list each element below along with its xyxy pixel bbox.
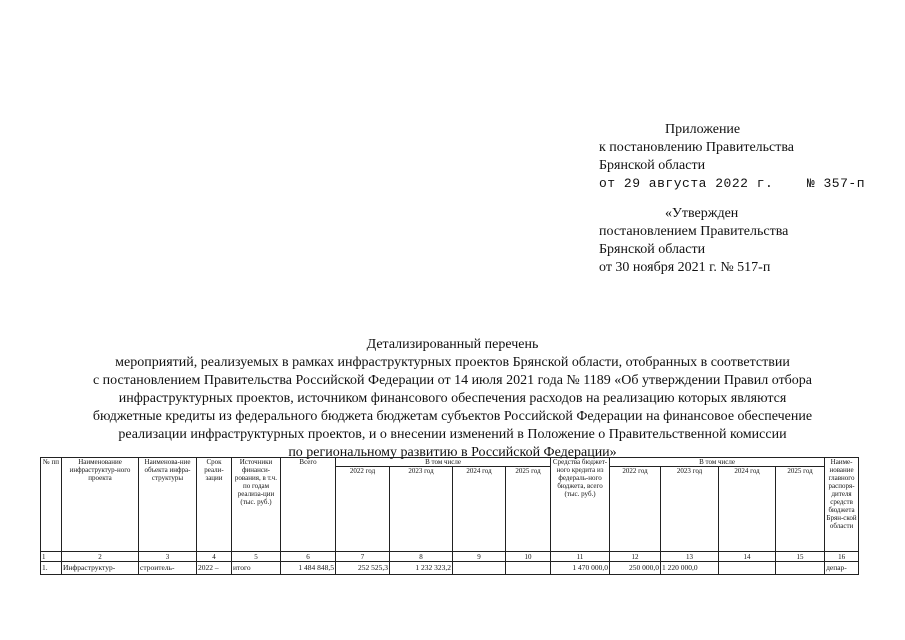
column-number-row — [41, 552, 859, 562]
heading-title: Детализированный перечень — [366, 337, 539, 352]
cell-y2023b: 1 220 000,0 — [661, 562, 719, 575]
header-term: Срок реали-зации — [197, 458, 232, 552]
cell-y2024b — [719, 562, 776, 575]
approved-title: «Утвержден — [665, 206, 739, 221]
approved-block — [599, 205, 788, 277]
projects-table — [40, 457, 859, 575]
cell-y2025a — [506, 562, 551, 575]
col-number: 14 — [719, 552, 776, 562]
appendix-dateline — [599, 175, 865, 193]
header-y2024b: 2024 год — [719, 467, 776, 552]
appendix-date: от 29 августа 2022 г. — [599, 176, 774, 191]
header-y2023b: 2023 год — [661, 467, 719, 552]
document-heading — [40, 336, 865, 462]
header-manager: Наиме-нование главного распоря-дителя средств бюджета Брян-ской области — [825, 458, 859, 552]
approved-line1: постановлением Правительства — [599, 224, 789, 239]
col-number: 10 — [506, 552, 551, 562]
header-incl2: В том числе — [610, 458, 825, 467]
col-number: 5 — [232, 552, 281, 562]
header-object: Наименова-ние объекта инфра-структуры — [139, 458, 197, 552]
cell-y2025b — [776, 562, 825, 575]
appendix-line2: Брянской области — [599, 158, 706, 173]
header-y2025b: 2025 год — [776, 467, 825, 552]
header-project: Наименование инфраструктур-ного проекта — [62, 458, 139, 552]
heading-line: по региональному развитию в Российской Федерации» — [288, 445, 617, 460]
approved-line2: Брянской области — [599, 242, 706, 257]
col-number: 2 — [62, 552, 139, 562]
col-number: 1 — [41, 552, 62, 562]
approved-line3: от 30 ноября 2021 г. № 517-п — [599, 260, 771, 275]
appendix-block — [599, 121, 865, 193]
heading-line: мероприятий, реализуемых в рамках инфраструктурных проектов Брянской области, отобранных в соответствии — [115, 355, 790, 370]
cell-object: строитель- — [139, 562, 197, 575]
col-number: 9 — [453, 552, 506, 562]
cell-term: 2022 – — [197, 562, 232, 575]
table-row — [41, 562, 859, 575]
col-number: 6 — [281, 552, 336, 562]
col-number: 13 — [661, 552, 719, 562]
header-y2024a: 2024 год — [453, 467, 506, 552]
cell-sources: итого — [232, 562, 281, 575]
header-y2023a: 2023 год — [390, 467, 453, 552]
appendix-number: № 357-п — [806, 176, 865, 191]
header-num: № пп — [41, 458, 62, 552]
heading-line: с постановлением Правительства Российской Федерации от 14 июля 2021 года № 1189 «Об утверждении Правил отбора — [92, 373, 813, 388]
header-credit: Средства бюджет-ного кредита из федераль-ного бюджета, всего (тыс. руб.) — [551, 458, 610, 552]
cell-total: 1 484 848,5 — [281, 562, 336, 575]
cell-project: Инфраструктур- — [62, 562, 139, 575]
col-number: 15 — [776, 552, 825, 562]
cell-credit: 1 470 000,0 — [551, 562, 610, 575]
cell-y2023a: 1 232 323,2 — [390, 562, 453, 575]
col-number: 12 — [610, 552, 661, 562]
col-number: 11 — [551, 552, 610, 562]
header-y2025a: 2025 год — [506, 467, 551, 552]
col-number: 4 — [197, 552, 232, 562]
cell-y2022b: 250 000,0 — [610, 562, 661, 575]
col-number: 16 — [825, 552, 859, 562]
header-incl1: В том числе — [336, 458, 551, 467]
cell-num: 1. — [41, 562, 62, 575]
appendix-title: Приложение — [665, 122, 741, 137]
col-number: 8 — [390, 552, 453, 562]
heading-line: инфраструктурных проектов, источником финансового обеспечения расходов на реализацию которых являются — [118, 391, 787, 406]
cell-y2024a — [453, 562, 506, 575]
table-header-row — [41, 458, 859, 467]
cell-manager: депар- — [825, 562, 859, 575]
heading-line: реализации инфраструктурных проектов, и о внесении изменений в Положение о Правительственной комиссии — [118, 427, 787, 442]
header-total: Всего — [281, 458, 336, 552]
col-number: 3 — [139, 552, 197, 562]
header-y2022a: 2022 год — [336, 467, 390, 552]
cell-y2022a: 252 525,3 — [336, 562, 390, 575]
header-y2022b: 2022 год — [610, 467, 661, 552]
appendix-line1: к постановлению Правительства — [599, 140, 795, 155]
heading-line: бюджетные кредиты из федерального бюджета бюджетам субъектов Российской Федерации на финансовое обеспечение — [92, 409, 813, 424]
header-sources: Источники финанси-рования, в т.ч. по годам реализа-ции (тыс. руб.) — [232, 458, 281, 552]
col-number: 7 — [336, 552, 390, 562]
